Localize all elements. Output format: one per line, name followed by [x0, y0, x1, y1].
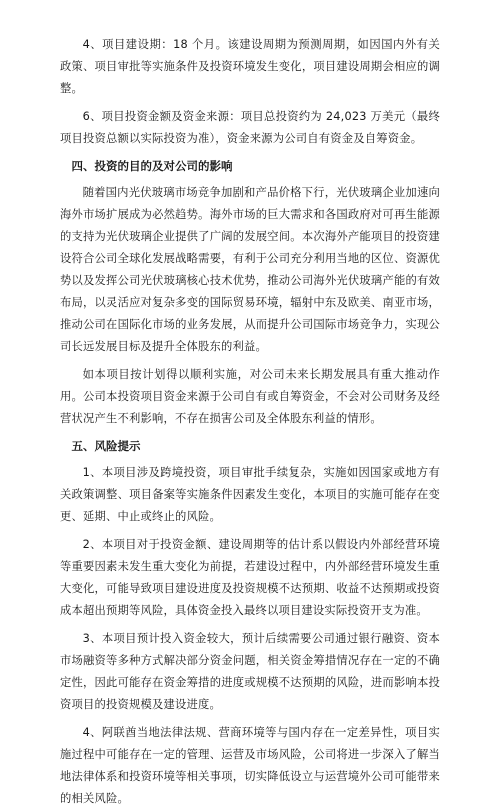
paragraph-purpose: 随着国内光伏玻璃市场竞争加剧和产品价格下行，光伏玻璃企业加速向海外市场扩展成为必然趋势。海外市场的巨大需求和各国政府对可再生能源的支持为光伏玻璃企业提供了广阔的发展空间。本次海外产能项目的投资建设符合公司全球化发展战略需要，有利于公司充分利用当地的区位、资源优势以及发挥公司光伏玻璃核心技术优势，推动公司海外光伏玻璃产能的有效布局，以灵活应对复杂多变的国际贸易环境，辐射中东及欧美、南亚市场，推动公司在国际化市场的业务发展，从而提升公司国际市场竞争力，实现公司长远发展目标及提升全体股东的利益。 [60, 186, 440, 353]
paragraph-impact: 如本项目按计划得以顺利实施，对公司未来长期发展具有重大推动作用。公司本投资项目资金来源于公司自有或自筹资金，不会对公司财务及经营状况产生不利影响，不存在损害公司及全体股东利益的情形。 [60, 368, 440, 425]
paragraph-risk-3: 3、本项目预计投入资金较大，预计后续需要公司通过银行融资、资本市场融资等多种方式解决部分资金问题，相关资金筹措情况存在一定的不确定性，因此可能存在资金筹措的进度或规模不达预期的风险，进而影响本投资项目的投资规模及建设进度。 [60, 632, 440, 711]
paragraph-risk-1: 1、本项目涉及跨境投资，项目审批手续复杂，实施如因国家或地方有关政策调整、项目备案等实施条件因素发生变化，本项目的实施可能存在变更、延期、中止或终止的风险。 [60, 466, 440, 523]
paragraph-investment-amount: 6、项目投资金额及资金来源：项目总投资约为 24,023 万美元（最终项目投资总额以实际投资为准），资金来源为公司自有资金及自筹资金。 [60, 110, 440, 145]
paragraph-construction-period: 4、项目建设期：18 个月。该建设周期为预测周期，如因国内外有关政策、项目审批等实施条件及投资环境发生变化，项目建设周期会相应的调整。 [60, 38, 440, 95]
section-heading-risk: 五、风险提示 [71, 439, 141, 453]
section-heading-purpose: 四、投资的目的及对公司的影响 [71, 159, 233, 173]
paragraph-risk-4: 4、阿联酋当地法律法规、营商环境等与国内存在一定差异性，项目实施过程中可能存在一定的管理、运营及市场风险，公司将进一步深入了解当地法律体系和投资环境等相关事项，切实降低设立与运营境外公司可能带来的相关风险。 [60, 726, 440, 805]
paragraph-risk-2: 2、本项目对于投资金额、建设周期等的估计系以假设内外部经营环境等重要因素未发生重大变化为前提，若建设过程中，内外部经营环境发生重大变化，可能导致项目建设进度及投资规模不达预期、收益不达预期或投资成本超出预期等风险，具体资金投入最终以项目建设实际投资开支为准。 [60, 538, 440, 617]
